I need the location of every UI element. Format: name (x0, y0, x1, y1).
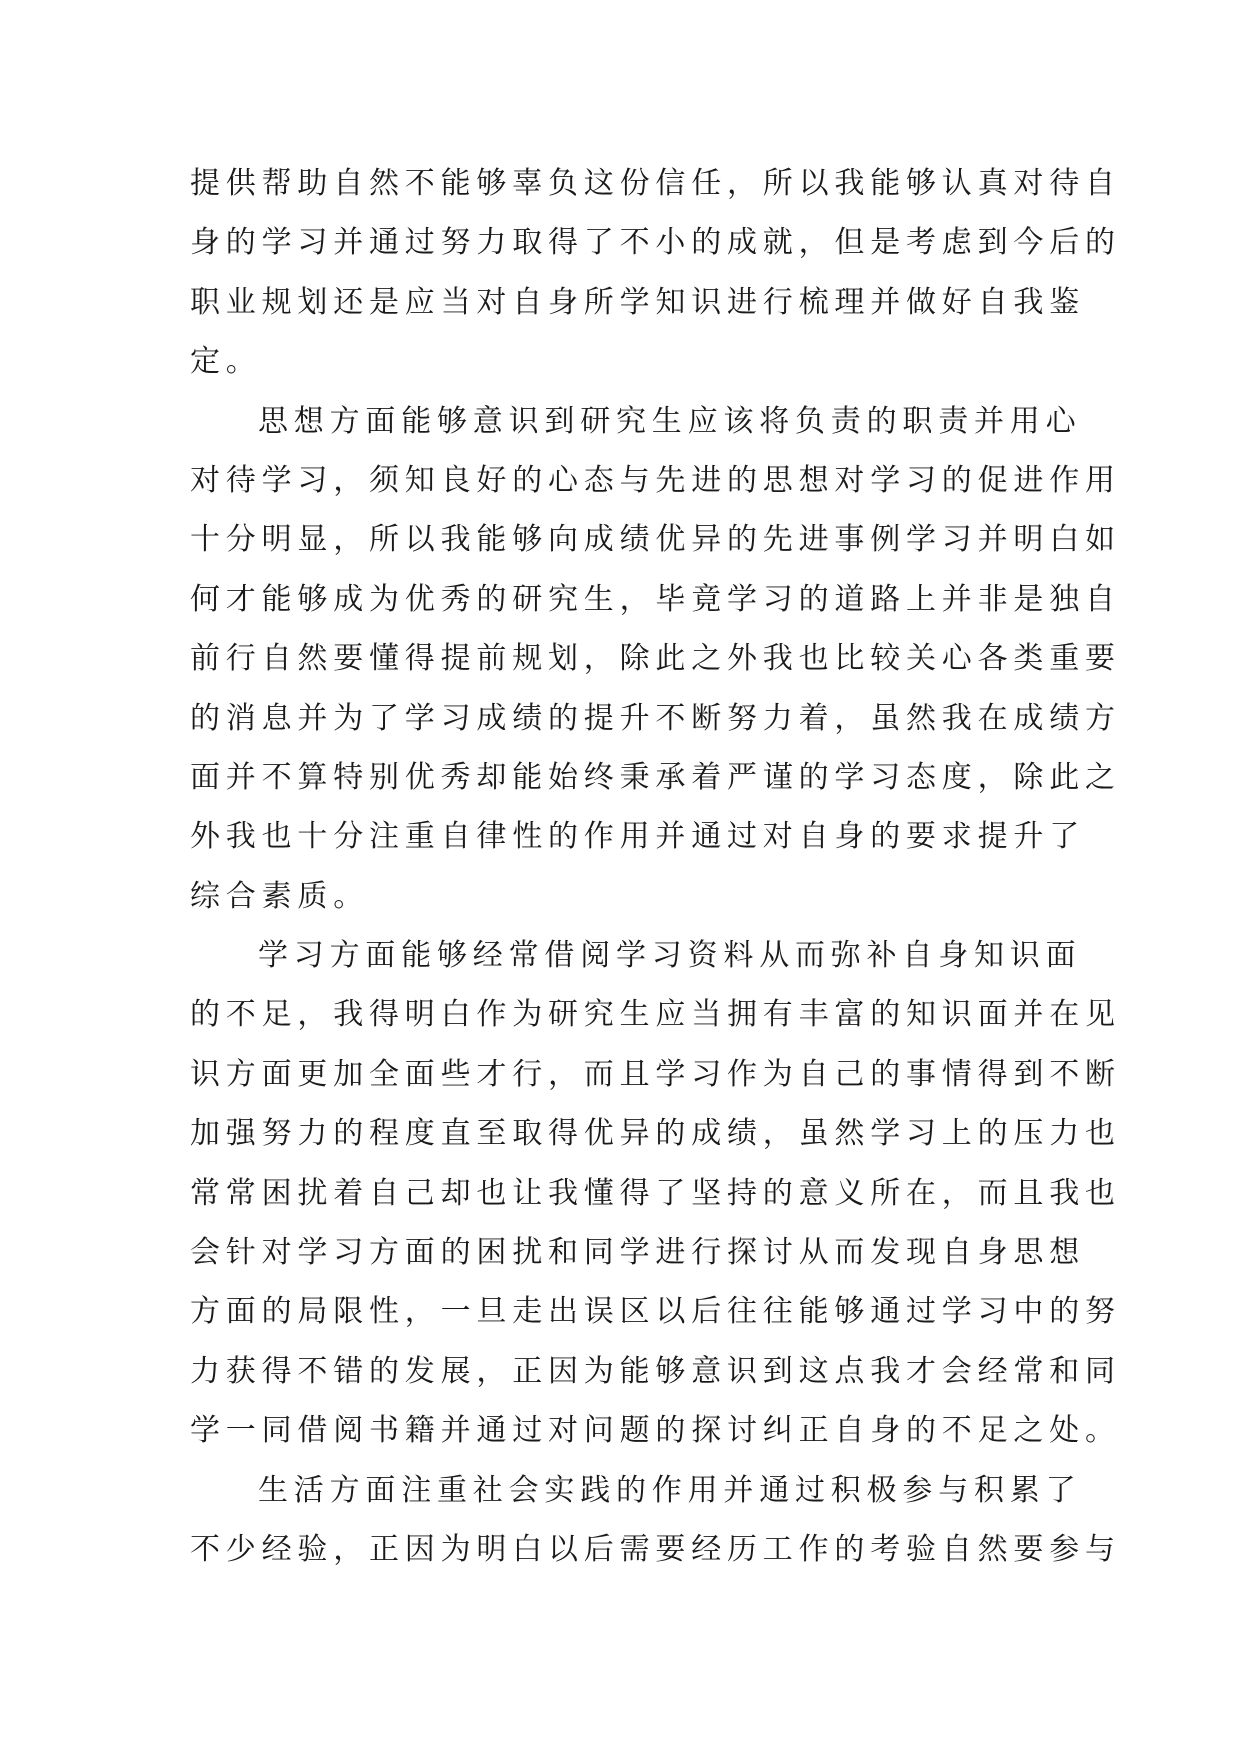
text-line: 外我也十分注重自律性的作用并通过对自身的要求提升了 (190, 819, 1085, 855)
text-line: 识方面更加全面些才行，而且学习作为自己的事情得到不断 (190, 1056, 1121, 1092)
text-line: 面并不算特别优秀却能始终秉承着严谨的学习态度，除此之 (190, 759, 1121, 795)
text-line: 十分明显，所以我能够向成绩优异的先进事例学习并明白如 (190, 522, 1121, 558)
paragraph-first-line: 学习方面能够经常借阅学习资料从而弥补自身知识面 (258, 938, 1082, 974)
text-line: 不少经验，正因为明白以后需要经历工作的考验自然要参与 (190, 1531, 1121, 1567)
text-line: 的不足，我得明白作为研究生应当拥有丰富的知识面并在见 (190, 997, 1121, 1033)
text-line: 前行自然要懂得提前规划，除此之外我也比较关心各类重要 (190, 641, 1121, 677)
paragraph-first-line: 生活方面注重社会实践的作用并通过积极参与积累了 (258, 1472, 1082, 1508)
text-line: 综合素质。 (190, 878, 369, 914)
text-line: 职业规划还是应当对自身所学知识进行梳理并做好自我鉴 (190, 284, 1085, 320)
text-line: 常常困扰着自己却也让我懂得了坚持的意义所在，而且我也 (190, 1175, 1121, 1211)
text-line: 身的学习并通过努力取得了不小的成就，但是考虑到今后的 (190, 225, 1121, 261)
text-line: 学一同借阅书籍并通过对问题的探讨纠正自身的不足之处。 (190, 1413, 1121, 1449)
text-line: 会针对学习方面的困扰和同学进行探讨从而发现自身思想 (190, 1235, 1085, 1271)
text-line: 加强努力的程度直至取得优异的成绩，虽然学习上的压力也 (190, 1116, 1121, 1152)
paragraph-first-line: 思想方面能够意识到研究生应该将负责的职责并用心 (258, 403, 1082, 439)
text-line: 对待学习，须知良好的心态与先进的思想对学习的促进作用 (190, 462, 1121, 498)
body-text (190, 154, 1121, 1579)
text-line: 提供帮助自然不能够辜负这份信任，所以我能够认真对待自 (190, 166, 1121, 201)
text-line: 何才能够成为优秀的研究生，毕竟学习的道路上并非是独自 (190, 581, 1121, 617)
text-line: 方面的局限性，一旦走出误区以后往往能够通过学习中的努 (190, 1294, 1121, 1330)
text-line: 定。 (190, 344, 262, 380)
text-line: 力获得不错的发展，正因为能够意识到这点我才会经常和同 (190, 1353, 1121, 1389)
text-line: 的消息并为了学习成绩的提升不断努力着，虽然我在成绩方 (190, 700, 1121, 736)
